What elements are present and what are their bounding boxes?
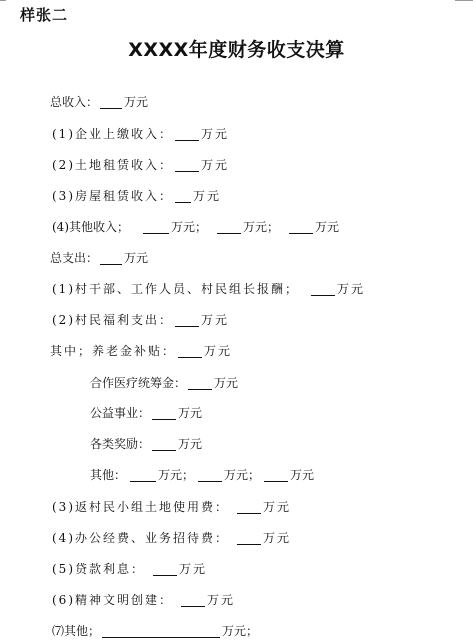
awards-blank[interactable] xyxy=(152,438,176,451)
among-line xyxy=(50,344,232,358)
among-label: 其中；养老金补贴： xyxy=(50,344,177,358)
other-unit-1: 万元； xyxy=(158,468,195,482)
expense-3-unit: 万元 xyxy=(263,500,292,514)
income-1-label: (1)企业上缴收入： xyxy=(52,127,173,141)
income-3-blank[interactable] xyxy=(175,190,191,203)
expense-4-label: (4)办公经费、业务招待费： xyxy=(52,531,229,545)
income-4-blank-1[interactable] xyxy=(143,221,169,234)
awards-label: 各类奖励： xyxy=(90,437,151,451)
other-blank-1[interactable] xyxy=(130,469,156,482)
among-blank[interactable] xyxy=(178,345,202,358)
public-line xyxy=(90,406,202,420)
expense-1-label: (1)村干部、工作人员、村民组长报酬； xyxy=(52,282,299,296)
awards-unit: 万元 xyxy=(178,437,203,451)
income-2-blank[interactable] xyxy=(175,159,199,172)
public-label: 公益事业： xyxy=(90,406,151,420)
awards-line xyxy=(90,437,202,451)
income-4-blank-2[interactable] xyxy=(217,221,241,234)
income-1-unit: 万元 xyxy=(201,127,230,141)
expense-3-blank[interactable] xyxy=(237,501,261,514)
document-title: XXXX年度财务收支决算 xyxy=(128,39,345,61)
medical-unit: 万元 xyxy=(214,376,239,390)
expense-7-blank[interactable] xyxy=(102,625,220,638)
expense-2-line xyxy=(52,313,229,327)
top-rule-right xyxy=(455,0,473,1)
income-3-line xyxy=(52,189,221,203)
expense-3-label: (3)返村民小组土地使用费： xyxy=(52,500,229,514)
income-4-unit-2: 万元； xyxy=(243,220,280,234)
expense-5-label: (5)贷款利息： xyxy=(52,562,145,576)
expense-7-line xyxy=(52,624,258,638)
total-expense-label: 总支出： xyxy=(50,251,99,265)
public-unit: 万元 xyxy=(178,406,203,420)
other-unit-2: 万元； xyxy=(224,468,261,482)
total-income-label: 总收入： xyxy=(50,95,99,109)
expense-4-line xyxy=(52,531,291,545)
other-line xyxy=(90,468,314,482)
total-expense-unit: 万元 xyxy=(124,251,149,265)
expense-5-unit: 万元 xyxy=(179,562,208,576)
income-1-blank[interactable] xyxy=(175,128,199,141)
expense-2-unit: 万元 xyxy=(201,313,230,327)
other-unit-3: 万元 xyxy=(290,468,315,482)
income-3-label: (3)房屋租赁收入： xyxy=(52,189,173,203)
income-2-line xyxy=(52,158,229,172)
expense-7-label: ⑺其他； xyxy=(52,624,101,638)
public-blank[interactable] xyxy=(152,407,176,420)
total-income-line xyxy=(50,95,148,109)
expense-4-blank[interactable] xyxy=(237,532,261,545)
among-unit: 万元 xyxy=(204,344,233,358)
other-blank-2[interactable] xyxy=(198,469,222,482)
expense-5-line xyxy=(52,562,207,576)
medical-line xyxy=(90,376,238,390)
expense-3-line xyxy=(52,500,291,514)
expense-2-blank[interactable] xyxy=(175,314,199,327)
other-blank-3[interactable] xyxy=(264,469,288,482)
total-expense-blank[interactable] xyxy=(100,252,122,265)
expense-7-unit: 万元； xyxy=(222,624,259,638)
income-4-line xyxy=(52,220,339,234)
income-4-unit-3: 万元 xyxy=(315,220,340,234)
income-4-blank-3[interactable] xyxy=(289,221,313,234)
expense-1-line xyxy=(52,282,365,296)
income-2-label: (2)土地租赁收入： xyxy=(52,158,173,172)
expense-6-blank[interactable] xyxy=(181,594,205,607)
expense-6-label: (6)精神文明创建： xyxy=(52,593,173,607)
expense-6-line xyxy=(52,593,235,607)
income-3-unit: 万元 xyxy=(193,189,222,203)
expense-5-blank[interactable] xyxy=(153,563,177,576)
total-expense-line xyxy=(50,251,148,265)
medical-label: 合作医疗统筹金： xyxy=(90,376,187,390)
income-2-unit: 万元 xyxy=(201,158,230,172)
sample-label: 样张二 xyxy=(20,6,69,24)
other-label: 其他： xyxy=(90,468,127,482)
expense-2-label: (2)村民福利支出： xyxy=(52,313,173,327)
income-1-line xyxy=(52,127,229,141)
total-income-blank[interactable] xyxy=(100,96,122,109)
expense-4-unit: 万元 xyxy=(263,531,292,545)
expense-1-blank[interactable] xyxy=(311,283,335,296)
expense-6-unit: 万元 xyxy=(207,593,236,607)
income-4-unit-1: 万元； xyxy=(171,220,208,234)
income-4-label: (4)其他收入； xyxy=(52,220,129,234)
total-income-unit: 万元 xyxy=(124,95,149,109)
medical-blank[interactable] xyxy=(188,377,212,390)
top-rule-left xyxy=(0,0,6,1)
expense-1-unit: 万元 xyxy=(337,282,366,296)
